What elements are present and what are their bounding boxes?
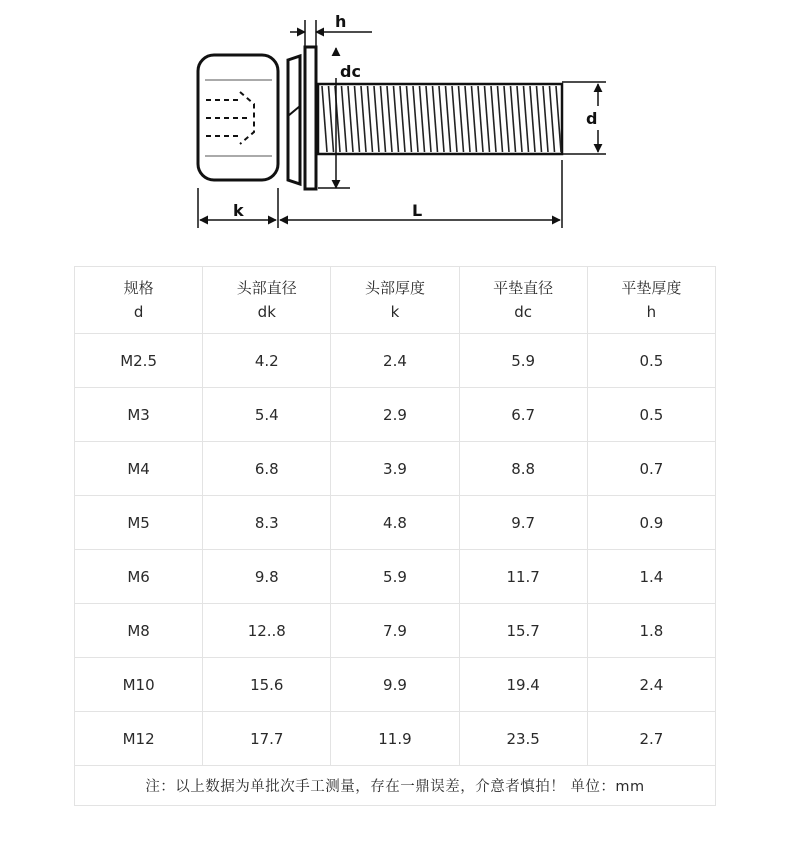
cell-dc: 11.7 bbox=[459, 550, 587, 604]
table-row bbox=[75, 712, 716, 766]
cell-k: 11.9 bbox=[331, 712, 459, 766]
cell-h: 0.5 bbox=[587, 334, 715, 388]
cell-h: 1.8 bbox=[587, 604, 715, 658]
cell-spec: M10 bbox=[75, 658, 203, 712]
cell-spec: M6 bbox=[75, 550, 203, 604]
table-row bbox=[75, 496, 716, 550]
cell-dc: 19.4 bbox=[459, 658, 587, 712]
table-row bbox=[75, 334, 716, 388]
cell-spec: M8 bbox=[75, 604, 203, 658]
cell-h: 0.7 bbox=[587, 442, 715, 496]
cell-k: 7.9 bbox=[331, 604, 459, 658]
table-row bbox=[75, 550, 716, 604]
spec-table bbox=[74, 266, 716, 806]
cell-h: 2.7 bbox=[587, 712, 715, 766]
cell-spec: M3 bbox=[75, 388, 203, 442]
cell-spec: M5 bbox=[75, 496, 203, 550]
table-row bbox=[75, 442, 716, 496]
cell-k: 5.9 bbox=[331, 550, 459, 604]
cell-h: 1.4 bbox=[587, 550, 715, 604]
cell-dc: 9.7 bbox=[459, 496, 587, 550]
header-head-diameter: 头部直径 dk bbox=[203, 267, 331, 334]
header-washer-thickness: 平垫厚度 h bbox=[587, 267, 715, 334]
cell-dk: 4.2 bbox=[203, 334, 331, 388]
cell-dc: 8.8 bbox=[459, 442, 587, 496]
cell-k: 3.9 bbox=[331, 442, 459, 496]
cell-dk: 6.8 bbox=[203, 442, 331, 496]
label-k: k bbox=[233, 201, 244, 220]
cell-dc: 15.7 bbox=[459, 604, 587, 658]
screw-head bbox=[198, 55, 278, 180]
cell-dk: 12..8 bbox=[203, 604, 331, 658]
cell-h: 0.9 bbox=[587, 496, 715, 550]
cell-dk: 9.8 bbox=[203, 550, 331, 604]
cell-h: 0.5 bbox=[587, 388, 715, 442]
cell-dc: 6.7 bbox=[459, 388, 587, 442]
cell-k: 9.9 bbox=[331, 658, 459, 712]
cell-spec: M12 bbox=[75, 712, 203, 766]
dim-d bbox=[562, 82, 606, 154]
cell-k: 2.4 bbox=[331, 334, 459, 388]
label-L: L bbox=[412, 201, 423, 220]
cell-dk: 15.6 bbox=[203, 658, 331, 712]
cell-dk: 17.7 bbox=[203, 712, 331, 766]
threaded-shank bbox=[318, 84, 562, 154]
cell-dc: 23.5 bbox=[459, 712, 587, 766]
label-h: h bbox=[335, 12, 347, 31]
header-row bbox=[75, 267, 716, 334]
cell-h: 2.4 bbox=[587, 658, 715, 712]
header-head-thickness: 头部厚度 k bbox=[331, 267, 459, 334]
cell-dk: 8.3 bbox=[203, 496, 331, 550]
flat-washer bbox=[305, 47, 316, 189]
cell-dk: 5.4 bbox=[203, 388, 331, 442]
table-row bbox=[75, 604, 716, 658]
label-dc: dc bbox=[340, 62, 361, 81]
cell-spec: M2.5 bbox=[75, 334, 203, 388]
header-washer-diameter: 平垫直径 dc bbox=[459, 267, 587, 334]
measurement-note: 注：以上数据为单批次手工测量，存在一鼎误差，介意者慎拍！ 单位：mm bbox=[75, 766, 716, 806]
screw-dimension-drawing bbox=[0, 0, 790, 240]
table-row bbox=[75, 658, 716, 712]
cell-k: 2.9 bbox=[331, 388, 459, 442]
spring-washer bbox=[288, 56, 300, 184]
label-d: d bbox=[586, 109, 598, 128]
cell-k: 4.8 bbox=[331, 496, 459, 550]
table-row bbox=[75, 388, 716, 442]
cell-spec: M4 bbox=[75, 442, 203, 496]
cell-dc: 5.9 bbox=[459, 334, 587, 388]
note-row bbox=[75, 766, 716, 806]
header-spec: 规格 d bbox=[75, 267, 203, 334]
dim-h bbox=[290, 20, 372, 46]
